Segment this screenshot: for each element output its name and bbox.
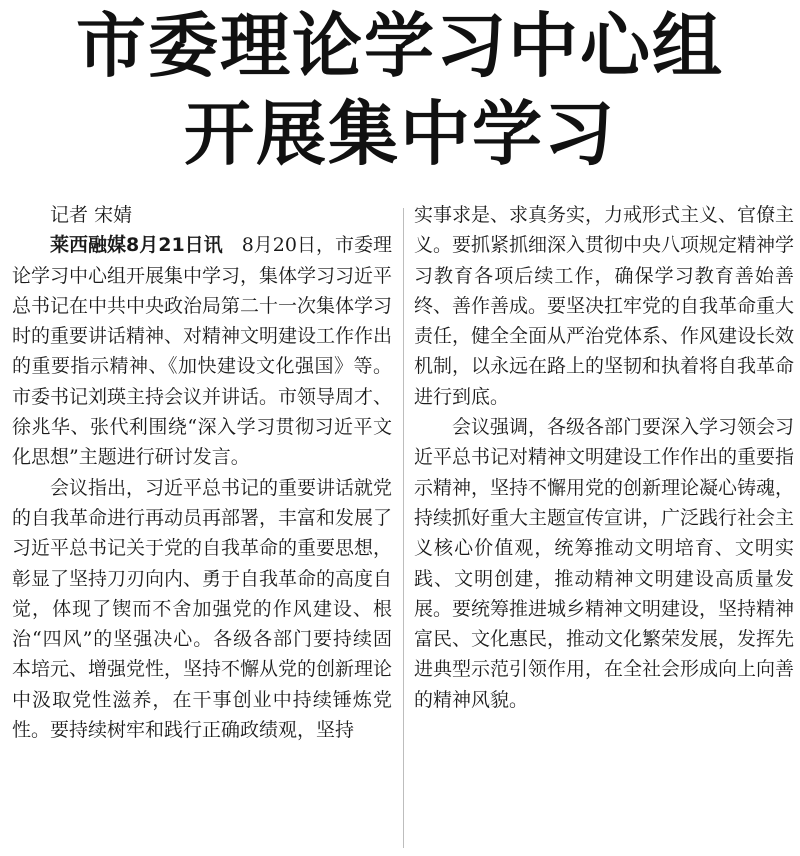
reporter-label: 记者 bbox=[50, 204, 89, 226]
paragraph-2-part-1: 会议指出，习近平总书记的重要讲话就党的自我革命进行再动员再部署，丰富和发展了习近平总书记关于党的自我革命的重要思想，彰显了坚持刀刃向内、勇于自我革命的高度自觉，体现了锲而不舍加强党的作风建设、根治“四风”的坚强决心。各级各部门要持续固本培元、增强党性，坚持不懈从党的创新理论中汲取党性滋养，在干事创业中持续锤炼党性。要持续树牢和践行正确政绩观，坚持 bbox=[12, 476, 393, 742]
column-divider bbox=[403, 208, 404, 848]
lead-text: 8月20日，市委理论学习中心组开展集中学习，集体学习习近平总书记在中共中央政治局第二十一次集体学习时的重要讲话精神、对精神文明建设工作作出的重要指示精神、《加快建设文化强国》等。市委书记刘瑛主持会议并讲话。市领导周才、徐兆华、张代利围绕“深入学习贯彻习近平文化思想”主题进行研讨发言。 bbox=[12, 234, 393, 469]
article-body bbox=[12, 200, 794, 850]
reporter-name: 宋婧 bbox=[94, 204, 133, 226]
dateline: 莱西融媒8月21日讯 bbox=[50, 234, 223, 257]
paragraph-3: 会议强调，各级各部门要深入学习领会习近平总书记对精神文明建设工作作出的重要指示精神，坚持不懈用党的创新理论凝心铸魂，持续抓好重大主题宣传宣讲，广泛践行社会主义核心价值观，统筹推动文明培育、文明实践、文明创建，推动精神文明建设高质量发展。要统筹推进城乡精神文明建设，坚持精神富民、文化惠民，推动文化繁荣发展，发挥先进典型示范引领作用，在全社会形成向上向善的精神风貌。 bbox=[414, 416, 795, 711]
paragraph-2-part-2: 实事求是、求真务实，力戒形式主义、官僚主义。要抓紧抓细深入贯彻中央八项规定精神学习教育各项后续工作，确保学习教育善始善终、善作善成。要坚决扛牢党的自我革命重大责任，健全全面从严治党体系、作风建设长效机制，以永远在路上的坚韧和执着将自我革命进行到底。 bbox=[414, 204, 795, 408]
headline-line-2: 开展集中学习 bbox=[184, 93, 616, 175]
article-column-right bbox=[414, 200, 794, 715]
article-column-left bbox=[12, 200, 392, 745]
article-headline bbox=[0, 0, 800, 190]
byline bbox=[12, 200, 392, 230]
lead-paragraph bbox=[12, 230, 392, 472]
headline-line-1: 市委理论学习中心组 bbox=[76, 5, 724, 87]
